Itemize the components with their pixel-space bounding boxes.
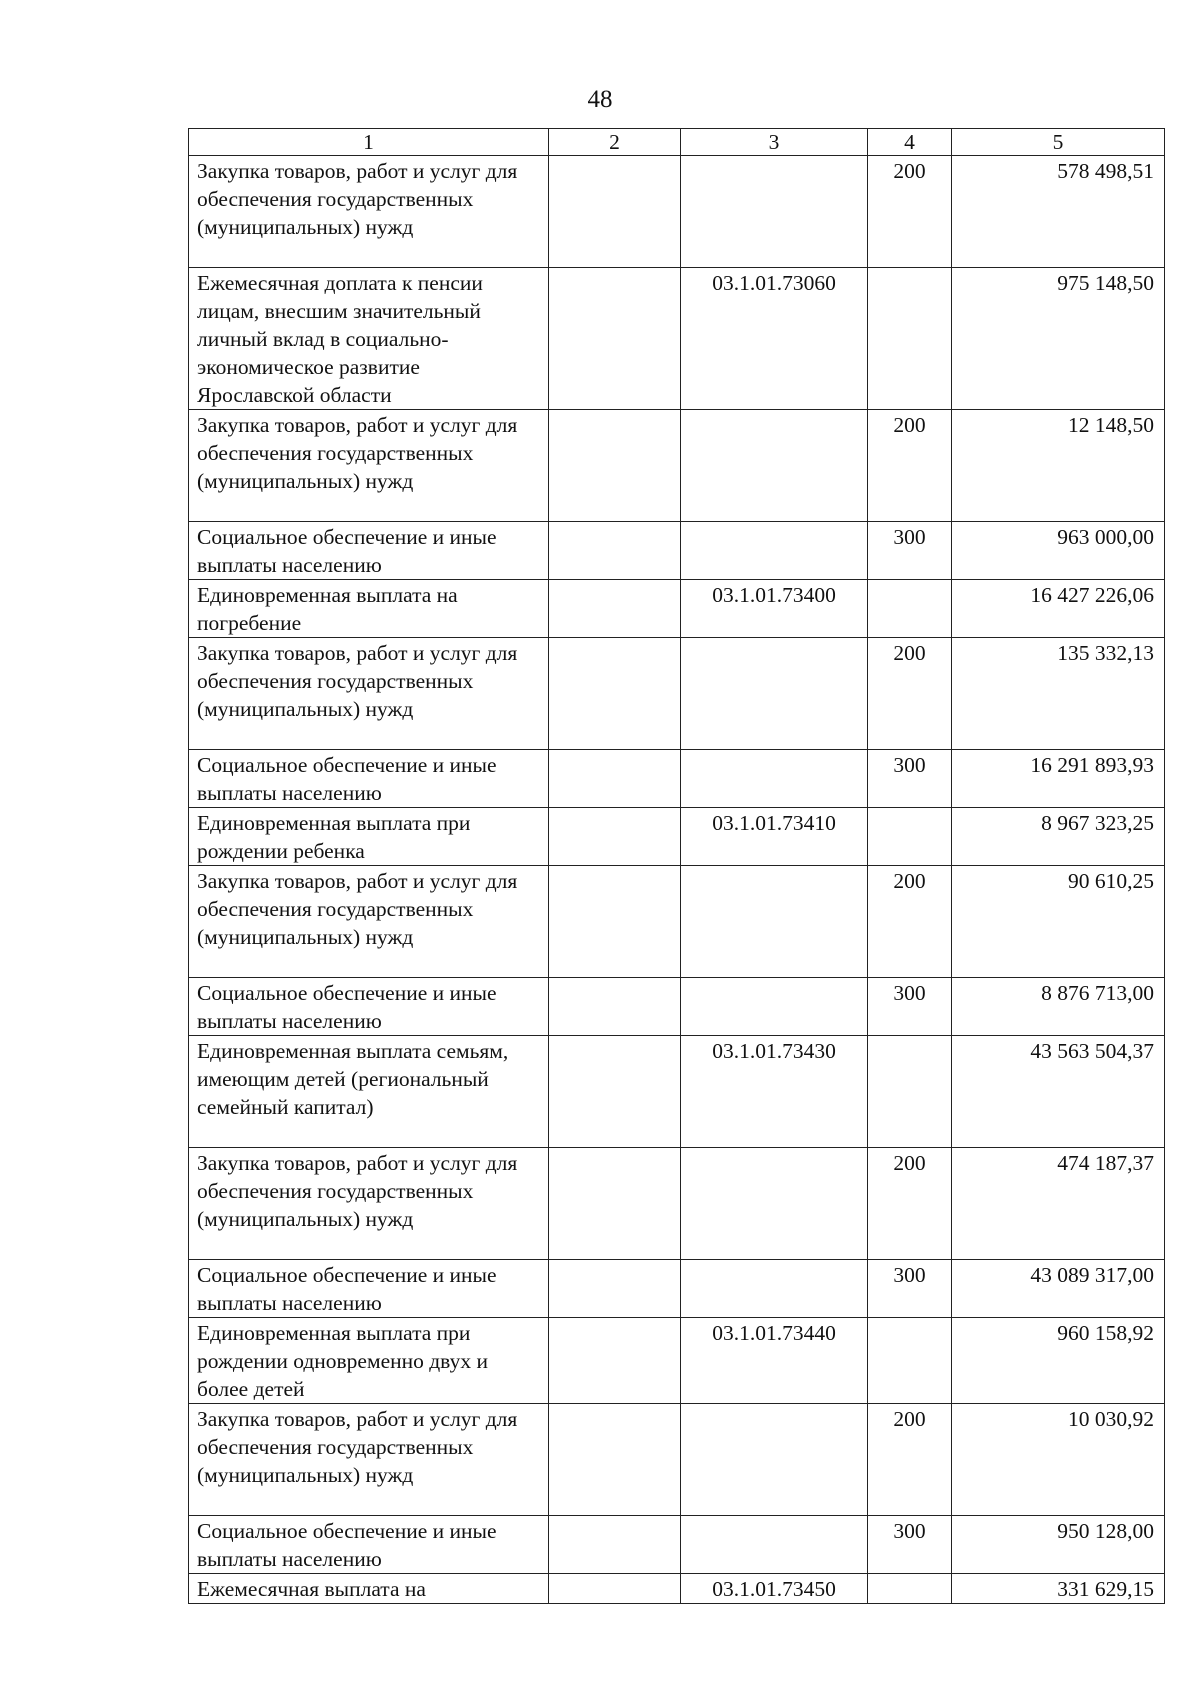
row-name-cell: Социальное обеспечение и иные выплаты населению (189, 1260, 549, 1318)
row-type-cell: 200 (868, 638, 952, 750)
table-row (189, 750, 1165, 808)
header-cell-1: 1 (189, 129, 549, 156)
row-type-cell: 200 (868, 156, 952, 268)
row-col2-cell (549, 268, 681, 410)
row-name-cell: Закупка товаров, работ и услуг для обеспечения государственных (муниципальных) нужд (189, 156, 549, 268)
row-amount-cell: 16 291 893,93 (952, 750, 1165, 808)
row-amount-cell: 8 967 323,25 (952, 808, 1165, 866)
row-col2-cell (549, 1516, 681, 1574)
row-code-cell (681, 866, 868, 978)
row-type-cell: 200 (868, 1404, 952, 1516)
table-row (189, 268, 1165, 410)
table-row (189, 1404, 1165, 1516)
row-name-cell: Закупка товаров, работ и услуг для обеспечения государственных (муниципальных) нужд (189, 1404, 549, 1516)
table-row (189, 1574, 1165, 1604)
row-col2-cell (549, 1574, 681, 1604)
row-amount-cell: 8 876 713,00 (952, 978, 1165, 1036)
row-col2-cell (549, 866, 681, 978)
row-type-cell (868, 1574, 952, 1604)
row-code-cell (681, 1404, 868, 1516)
row-amount-cell: 43 089 317,00 (952, 1260, 1165, 1318)
row-code-cell (681, 1516, 868, 1574)
row-code-cell (681, 410, 868, 522)
row-col2-cell (549, 750, 681, 808)
row-col2-cell (549, 638, 681, 750)
row-col2-cell (549, 1260, 681, 1318)
row-col2-cell (549, 1148, 681, 1260)
header-cell-2: 2 (549, 129, 681, 156)
row-name-cell: Закупка товаров, работ и услуг для обеспечения государственных (муниципальных) нужд (189, 410, 549, 522)
table-row (189, 580, 1165, 638)
row-name-cell: Закупка товаров, работ и услуг для обеспечения государственных (муниципальных) нужд (189, 866, 549, 978)
row-type-cell (868, 1036, 952, 1148)
row-code-cell: 03.1.01.73400 (681, 580, 868, 638)
row-amount-cell: 960 158,92 (952, 1318, 1165, 1404)
row-type-cell: 300 (868, 1260, 952, 1318)
row-type-cell (868, 268, 952, 410)
row-amount-cell: 474 187,37 (952, 1148, 1165, 1260)
row-name-cell: Закупка товаров, работ и услуг для обеспечения государственных (муниципальных) нужд (189, 1148, 549, 1260)
row-code-cell: 03.1.01.73430 (681, 1036, 868, 1148)
row-amount-cell: 43 563 504,37 (952, 1036, 1165, 1148)
page-number: 48 (587, 86, 613, 113)
row-amount-cell: 135 332,13 (952, 638, 1165, 750)
row-name-cell: Социальное обеспечение и иные выплаты населению (189, 522, 549, 580)
header-cell-3: 3 (681, 129, 868, 156)
row-name-cell: Единовременная выплата при рождении одновременно двух и более детей (189, 1318, 549, 1404)
row-col2-cell (549, 808, 681, 866)
row-col2-cell (549, 1404, 681, 1516)
row-code-cell (681, 750, 868, 808)
row-name-cell: Социальное обеспечение и иные выплаты населению (189, 750, 549, 808)
row-amount-cell: 578 498,51 (952, 156, 1165, 268)
row-code-cell: 03.1.01.73450 (681, 1574, 868, 1604)
row-col2-cell (549, 1318, 681, 1404)
table-row (189, 866, 1165, 978)
row-code-cell (681, 1148, 868, 1260)
table-row (189, 638, 1165, 750)
table-row (189, 1148, 1165, 1260)
row-name-cell: Ежемесячная выплата на (189, 1574, 549, 1604)
row-amount-cell: 963 000,00 (952, 522, 1165, 580)
budget-table (188, 128, 1165, 1604)
row-code-cell (681, 156, 868, 268)
row-code-cell (681, 1260, 868, 1318)
header-row (189, 129, 1165, 156)
table-row (189, 156, 1165, 268)
row-amount-cell: 975 148,50 (952, 268, 1165, 410)
row-name-cell: Единовременная выплата семьям, имеющим детей (региональный семейный капитал) (189, 1036, 549, 1148)
table-row (189, 1516, 1165, 1574)
row-col2-cell (549, 580, 681, 638)
header-cell-5: 5 (952, 129, 1165, 156)
row-type-cell: 200 (868, 866, 952, 978)
row-name-cell: Закупка товаров, работ и услуг для обеспечения государственных (муниципальных) нужд (189, 638, 549, 750)
row-code-cell: 03.1.01.73440 (681, 1318, 868, 1404)
row-type-cell (868, 1318, 952, 1404)
row-type-cell (868, 808, 952, 866)
table-row (189, 1318, 1165, 1404)
row-type-cell: 300 (868, 978, 952, 1036)
table-row (189, 1036, 1165, 1148)
row-type-cell (868, 580, 952, 638)
row-col2-cell (549, 1036, 681, 1148)
row-code-cell: 03.1.01.73410 (681, 808, 868, 866)
table-row (189, 522, 1165, 580)
row-col2-cell (549, 978, 681, 1036)
row-code-cell: 03.1.01.73060 (681, 268, 868, 410)
table-header (189, 129, 1165, 156)
table-row (189, 410, 1165, 522)
row-name-cell: Единовременная выплата на погребение (189, 580, 549, 638)
row-code-cell (681, 638, 868, 750)
table-row (189, 1260, 1165, 1318)
row-type-cell: 300 (868, 522, 952, 580)
row-code-cell (681, 522, 868, 580)
row-amount-cell: 16 427 226,06 (952, 580, 1165, 638)
row-col2-cell (549, 410, 681, 522)
row-code-cell (681, 978, 868, 1036)
row-amount-cell: 90 610,25 (952, 866, 1165, 978)
table-row (189, 808, 1165, 866)
row-name-cell: Единовременная выплата при рождении ребенка (189, 808, 549, 866)
row-name-cell: Социальное обеспечение и иные выплаты населению (189, 978, 549, 1036)
header-cell-4: 4 (868, 129, 952, 156)
row-name-cell: Социальное обеспечение и иные выплаты населению (189, 1516, 549, 1574)
row-amount-cell: 12 148,50 (952, 410, 1165, 522)
row-col2-cell (549, 156, 681, 268)
row-col2-cell (549, 522, 681, 580)
table-row (189, 978, 1165, 1036)
row-amount-cell: 10 030,92 (952, 1404, 1165, 1516)
row-type-cell: 200 (868, 1148, 952, 1260)
row-type-cell: 300 (868, 1516, 952, 1574)
row-name-cell: Ежемесячная доплата к пенсии лицам, внесшим значительный личный вклад в социально-экономическое развитие Ярославской области (189, 268, 549, 410)
row-amount-cell: 950 128,00 (952, 1516, 1165, 1574)
row-amount-cell: 331 629,15 (952, 1574, 1165, 1604)
row-type-cell: 200 (868, 410, 952, 522)
row-type-cell: 300 (868, 750, 952, 808)
